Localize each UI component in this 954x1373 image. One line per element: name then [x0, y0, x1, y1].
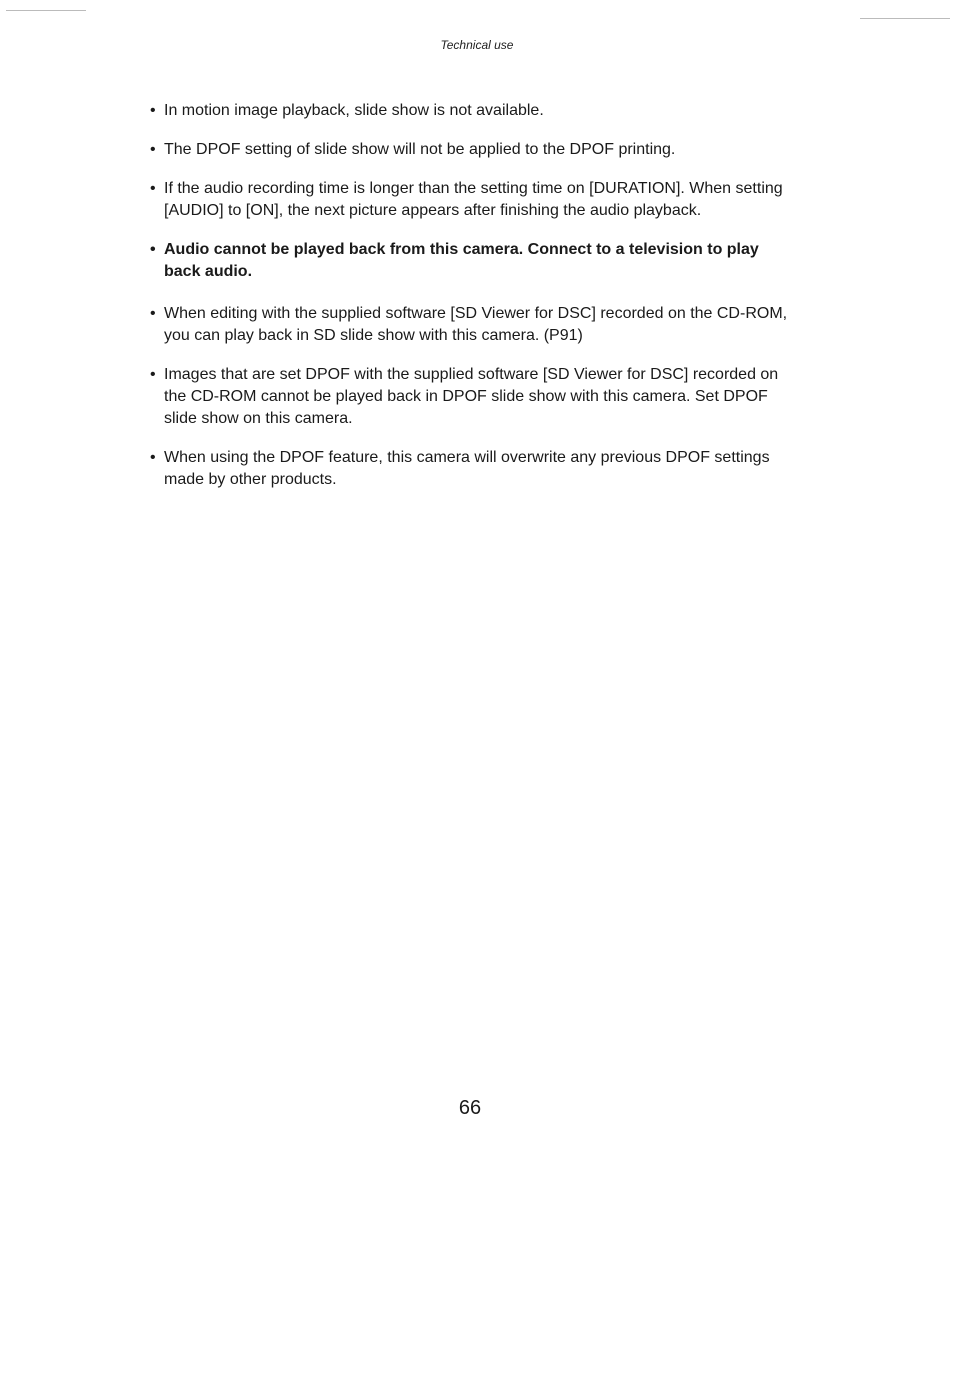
note-item	[150, 364, 795, 430]
note-text: Audio cannot be played back from this camera. Connect to a television to play back audio.	[164, 241, 759, 280]
note-item	[150, 139, 795, 161]
note-text: When using the DPOF feature, this camera will overwrite any previous DPOF settings made by other products.	[164, 449, 770, 488]
bullet-icon: •	[150, 141, 156, 158]
page-number: 66	[458, 1097, 482, 1119]
scan-speck	[860, 18, 950, 19]
scan-speck	[6, 10, 86, 11]
note-text: Images that are set DPOF with the supplied software [SD Viewer for DSC] recorded on the CD-ROM cannot be played back in DPOF slide show with this camera. Set DPOF slide show on this camera.	[164, 366, 779, 427]
note-item	[150, 303, 795, 347]
bullet-icon: •	[150, 180, 156, 197]
note-item	[150, 447, 795, 491]
running-header: Technical use	[440, 38, 514, 52]
note-item-important	[150, 239, 795, 283]
note-item	[150, 100, 795, 122]
note-item	[150, 178, 795, 222]
bullet-icon: •	[150, 102, 156, 119]
note-text: In motion image playback, slide show is not available.	[164, 102, 544, 119]
bullet-icon: •	[150, 449, 156, 466]
note-text: If the audio recording time is longer than the setting time on [DURATION]. When setting [AUDIO] to [ON], the next picture appears after finishing the audio playback.	[164, 180, 783, 219]
note-text: When editing with the supplied software [SD Viewer for DSC] recorded on the CD-ROM, you can play back in SD slide show with this camera. (P91)	[164, 305, 788, 344]
bullet-icon: •	[150, 241, 156, 258]
bullet-icon: •	[150, 366, 156, 383]
bullet-icon: •	[150, 305, 156, 322]
note-text: The DPOF setting of slide show will not be applied to the DPOF printing.	[164, 141, 676, 158]
notes-list	[150, 100, 795, 508]
